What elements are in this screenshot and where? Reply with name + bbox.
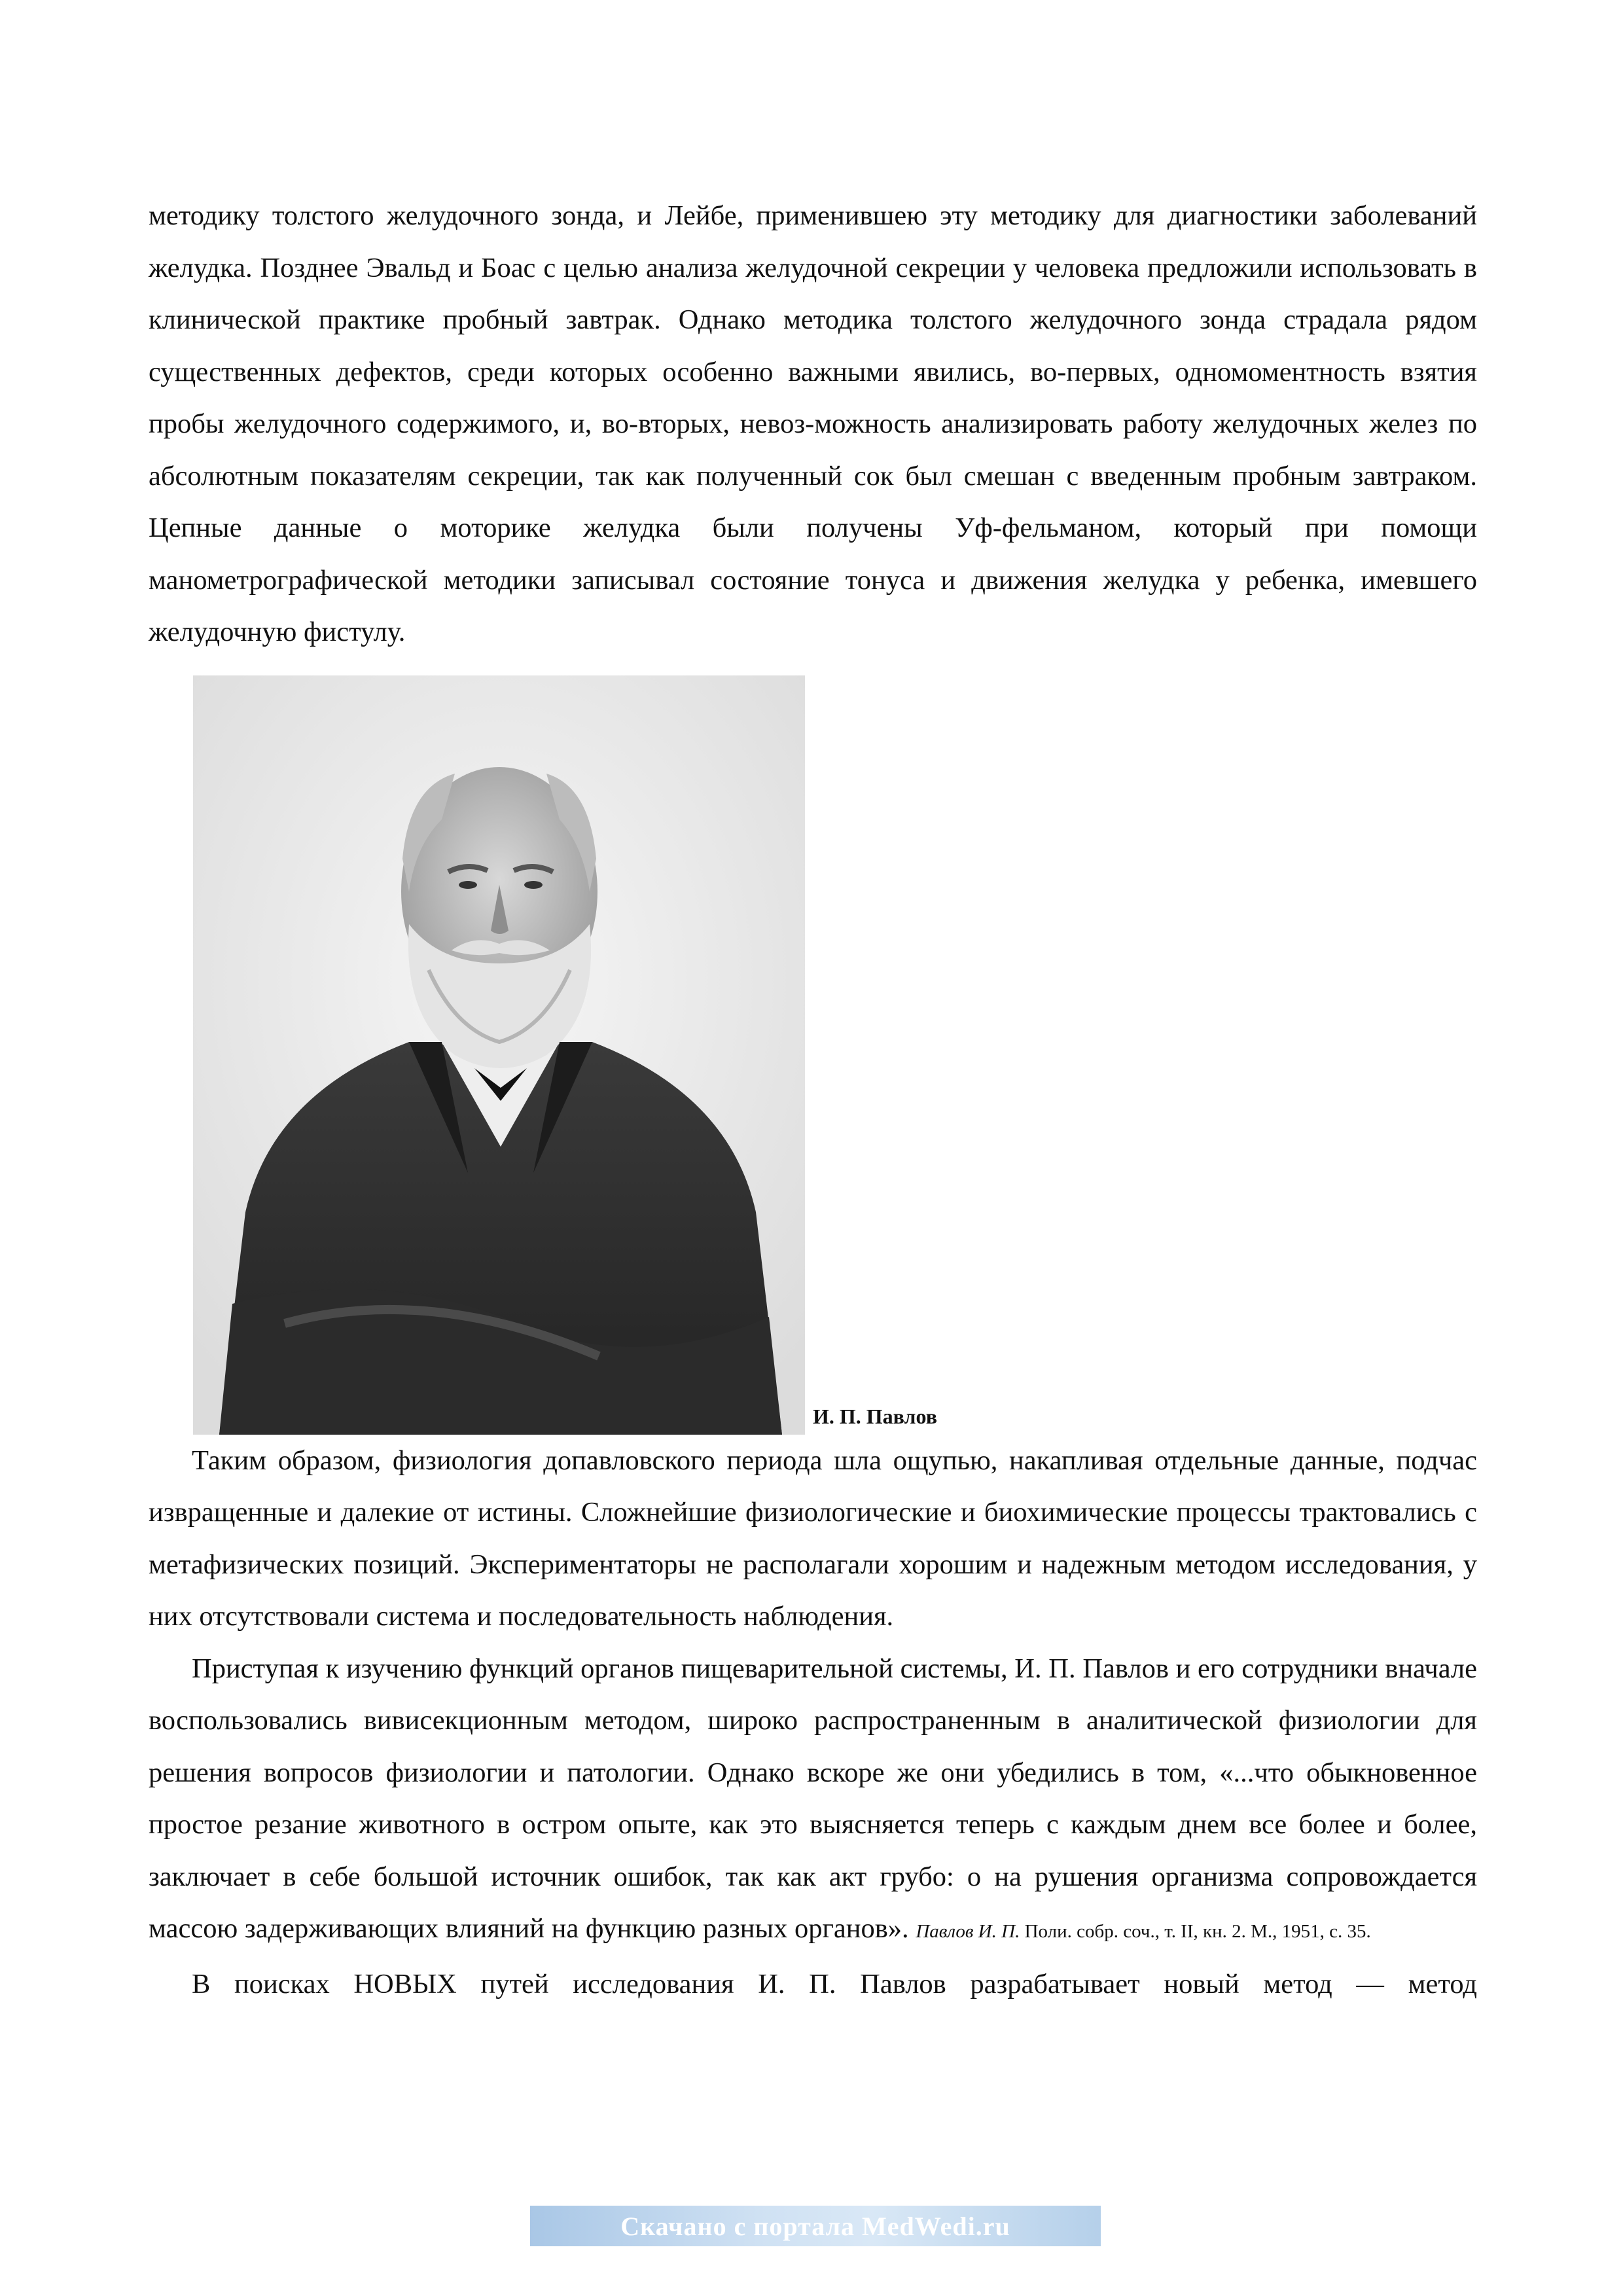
- citation-author: Павлов И. П.: [916, 1921, 1020, 1942]
- citation: [916, 1921, 1370, 1942]
- citation-source: Поли. собр. соч., т. II, кн. 2. М., 1951, с. 35.: [1024, 1921, 1371, 1942]
- paragraph: Таким образом, физиология допавловского периода шла ощупью, накапливая отдельные данные, подчас извращенные и далекие от истины. Сложнейшие физиологические и биохимические процессы трактовались с метафизических позиций. Экспериментаторы не располагали хорошим и надежным методом исследования, у них отсутствовали система и последовательность наблюдения.: [149, 1444, 1477, 1632]
- document-body: [149, 190, 1477, 2010]
- figure: [149, 658, 1477, 1435]
- watermark-text: Скачано с портала MedWedi.ru: [620, 2211, 1010, 2241]
- paragraph-with-citation: [149, 1643, 1477, 1958]
- watermark-banner: [530, 2206, 1101, 2246]
- paragraph: методику толстого желудочного зонда, и Лейбе, применившею эту методику для диагностики заболеваний желудка. Позднее Эвальд и Боас с целью анализа желудочной секреции у человека предложили использовать в клинической практике пробный завтрак. Однако методика толстого желудочного зонда страдала рядом существенных дефектов, среди которых особенно важными явились, во-первых, одномоментность взятия пробы желудочного содержимого, и, во-вторых, невоз-можность анализировать работу желудочных желез по абсолютным показателям секреции, так как полученный сок был смешан с введенным пробным завтраком. Цепные данные о моторике желудка были получены Уф-фельманом, который при помощи манометрографической методики записывал состояние тонуса и движения желудка у ребенка, имевшего желудочную фистулу.: [149, 200, 1477, 647]
- figure-caption: И. П. Павлов: [813, 1404, 937, 1428]
- paragraph: В поисках НОВЫХ путей исследования И. П. Павлов разрабатывает новый метод — метод: [192, 1968, 1477, 2000]
- paragraph-text: Приступая к изучению функций органов пищеварительной системы, И. П. Павлов и его сотрудники вначале воспользовались вивисекционным методом, широко распространенным в аналитической физиологии для решения вопросов физиологии и патологии. Однако вскоре же они убедились в том, «...что обыкновенное простое резание животного в остром опыте, как это выясняется теперь с каждым днем все более и более, заключает в себе большой источник ошибок, так как акт грубо: о на рушения организма сопровождается массою задерживающих влияний на функцию разных органов».: [149, 1653, 1477, 1944]
- portrait-photo: [193, 675, 805, 1435]
